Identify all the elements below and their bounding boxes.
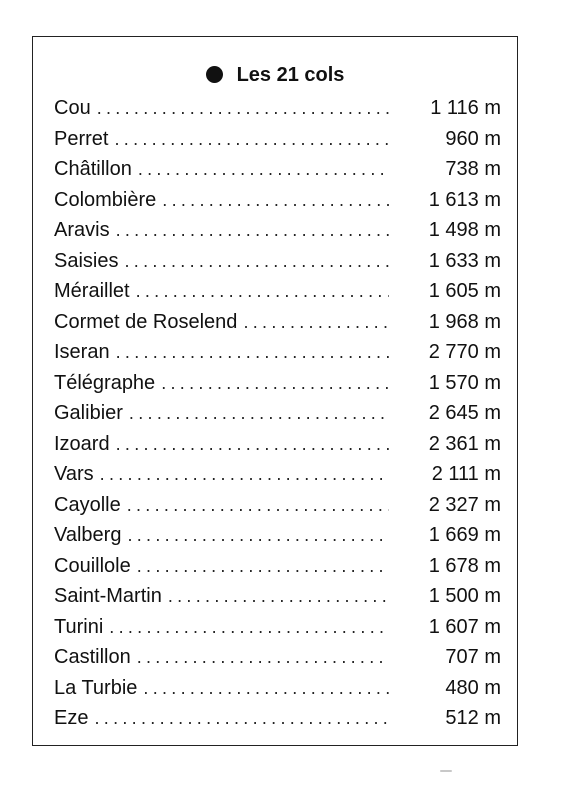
col-altitude: 2 111 m [431,463,501,485]
col-name: Eze [54,707,89,729]
dot-leader [137,673,389,704]
col-name: La Turbie [54,676,138,699]
col-altitude: 1 500 m [428,585,501,607]
col-row [54,307,501,338]
col-row [54,642,501,673]
col-row [54,337,501,368]
dot-leader [130,276,389,307]
dot-leader [162,581,389,612]
col-altitude: 1 605 m [428,280,501,302]
paper-mark [440,770,452,772]
cols-table-frame [32,36,518,746]
dot-leader [91,93,389,124]
col-altitude: 960 m [445,127,501,150]
col-name: Vars [54,463,94,485]
dot-leader [131,642,389,673]
col-altitude: 1 613 m [428,188,501,211]
col-row [54,93,501,124]
col-name: Castillon [54,646,131,668]
col-row [54,429,501,460]
dot-leader [123,398,389,429]
col-altitude: 480 m [445,676,501,699]
table-heading [33,63,517,87]
heading-text: Les 21 cols [236,64,345,86]
dot-leader [121,520,389,551]
col-row [54,368,501,399]
col-row [54,581,501,612]
dot-leader [132,154,389,185]
col-row [54,612,501,643]
col-altitude: 738 m [445,158,501,180]
col-altitude: 1 678 m [428,554,501,577]
col-row [54,490,501,521]
col-altitude: 2 327 m [428,493,501,516]
dot-leader [108,124,389,155]
dot-leader [88,703,389,734]
dot-leader [110,429,389,460]
dot-leader [131,551,389,582]
col-altitude: 707 m [445,646,501,668]
col-row [54,520,501,551]
dot-leader [121,490,389,521]
col-row [54,246,501,277]
col-name: Cayolle [54,493,121,516]
col-row [54,185,501,216]
col-row [54,703,501,734]
col-name: Perret [54,127,109,150]
col-name: Galibier [54,402,123,424]
col-altitude: 1 116 m [430,97,501,119]
col-row [54,551,501,582]
col-name: Iseran [54,341,110,363]
dot-leader [110,215,389,246]
col-row [54,154,501,185]
col-name: Couillole [54,554,131,577]
col-row [54,673,501,704]
dot-leader [110,337,389,368]
col-altitude: 1 968 m [428,310,501,333]
col-altitude: 1 633 m [428,249,501,272]
col-name: Colombière [54,188,157,211]
col-name: Turini [54,615,104,638]
col-row [54,276,501,307]
col-altitude: 2 361 m [428,432,501,455]
dot-leader [103,612,389,643]
col-name: Cormet de Roselend [54,310,238,333]
dot-leader [94,459,389,490]
col-altitude: 1 498 m [428,219,501,241]
col-name: Valberg [54,524,122,546]
cols-list [54,93,501,734]
col-name: Cou [54,97,91,119]
col-altitude: 512 m [445,707,501,729]
col-altitude: 2 645 m [428,402,501,424]
dot-leader [155,368,389,399]
col-name: Izoard [54,432,110,455]
col-name: Saint-Martin [54,585,162,607]
dot-leader [156,185,389,216]
dot-leader [118,246,389,277]
col-name: Saisies [54,249,119,272]
bullet-icon [206,66,223,83]
col-altitude: 2 770 m [428,341,501,363]
col-name: Châtillon [54,158,132,180]
col-row [54,215,501,246]
col-row [54,398,501,429]
col-altitude: 1 607 m [428,615,501,638]
col-altitude: 1 570 m [428,371,501,394]
col-name: Télégraphe [54,371,156,394]
dot-leader [237,307,389,338]
col-row [54,459,501,490]
col-altitude: 1 669 m [428,524,501,546]
col-row [54,124,501,155]
col-name: Aravis [54,219,110,241]
col-name: Méraillet [54,280,130,302]
